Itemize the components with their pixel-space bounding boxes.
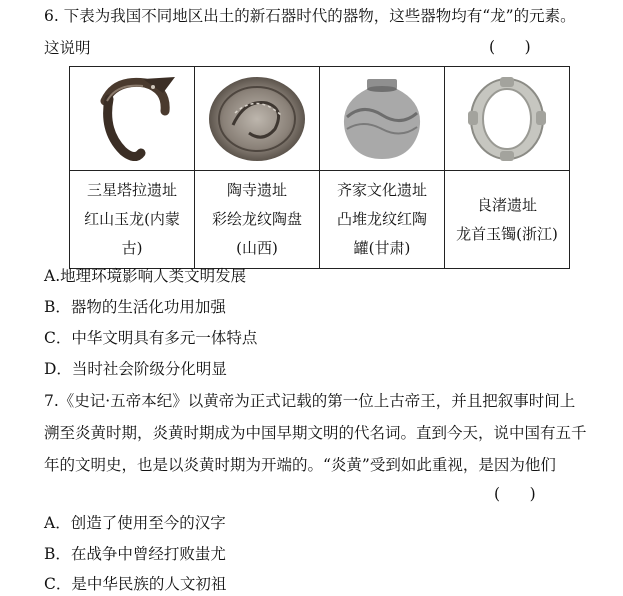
jade-dragon-image	[83, 73, 181, 165]
artifact-caption-line: 古)	[121, 239, 143, 257]
q7-option-c[interactable]: C．是中华民族的人文初祖	[44, 575, 227, 593]
artifact-caption-cell	[70, 171, 195, 269]
q6-stem-line2: 这说明	[44, 39, 91, 57]
artifact-table	[69, 66, 570, 269]
artifact-caption-line: 陶寺遗址	[226, 181, 287, 199]
q6-option-b[interactable]: B．器物的生活化功用加强	[44, 298, 226, 316]
artifact-image-cell	[320, 67, 445, 171]
q6-option-c[interactable]: C．中华文明具有多元一体特点	[44, 329, 258, 347]
q7-option-a[interactable]: A．创造了使用至今的汉字	[44, 514, 226, 532]
q7-option-b[interactable]: B．在战争中曾经打败蚩尤	[44, 545, 226, 563]
q7-stem-line3: 年的文明史，也是以炎黄时期为开端的。“炎黄”受到如此重视，是因为他们	[44, 456, 556, 474]
q6-option-d[interactable]: D．当时社会阶级分化明显	[44, 360, 227, 378]
artifact-caption-cell	[195, 171, 320, 269]
q6-answer-bracket[interactable]: ( )	[489, 38, 531, 56]
artifact-caption-line: 罐(甘肃)	[353, 239, 411, 257]
q6-option-a[interactable]: A.地理环境影响人类文明发展	[44, 267, 247, 285]
artifact-image-cell	[70, 67, 195, 171]
pottery-jar-image	[333, 73, 431, 165]
artifact-caption-line: 红山玉龙(内蒙	[84, 210, 180, 228]
q7-stem-line1: 7.《史记·五帝本纪》以黄帝为正式记载的第一位上古帝王，并且把叙事时间上	[44, 392, 576, 410]
artifact-caption-cell	[445, 171, 570, 269]
artifact-image-cell	[195, 67, 320, 171]
dragon-plate-image	[205, 73, 309, 165]
artifact-image-cell	[445, 67, 570, 171]
q7-stem-line2: 溯至炎黄时期，炎黄时期成为中国早期文明的代名词。直到今天，说中国有五千	[44, 424, 587, 442]
artifact-caption-line: 龙首玉镯(浙江)	[456, 224, 558, 243]
artifact-caption-line: 三星塔拉遗址	[86, 181, 177, 199]
q6-stem-line1: 6. 下表为我国不同地区出土的新石器时代的器物，这些器物均有“龙”的元素。	[44, 7, 576, 25]
artifact-caption-line: 凸堆龙纹红陶	[336, 210, 427, 228]
artifact-caption-line: 良渚遗址	[476, 195, 537, 214]
q7-answer-bracket[interactable]: ( )	[494, 485, 536, 503]
artifact-caption-line: (山西)	[236, 239, 278, 257]
artifact-caption-line: 彩绘龙纹陶盘	[211, 210, 302, 228]
artifact-caption-cell	[320, 171, 445, 269]
jade-bracelet-image	[458, 73, 556, 165]
artifact-caption-line: 齐家文化遗址	[336, 181, 427, 199]
